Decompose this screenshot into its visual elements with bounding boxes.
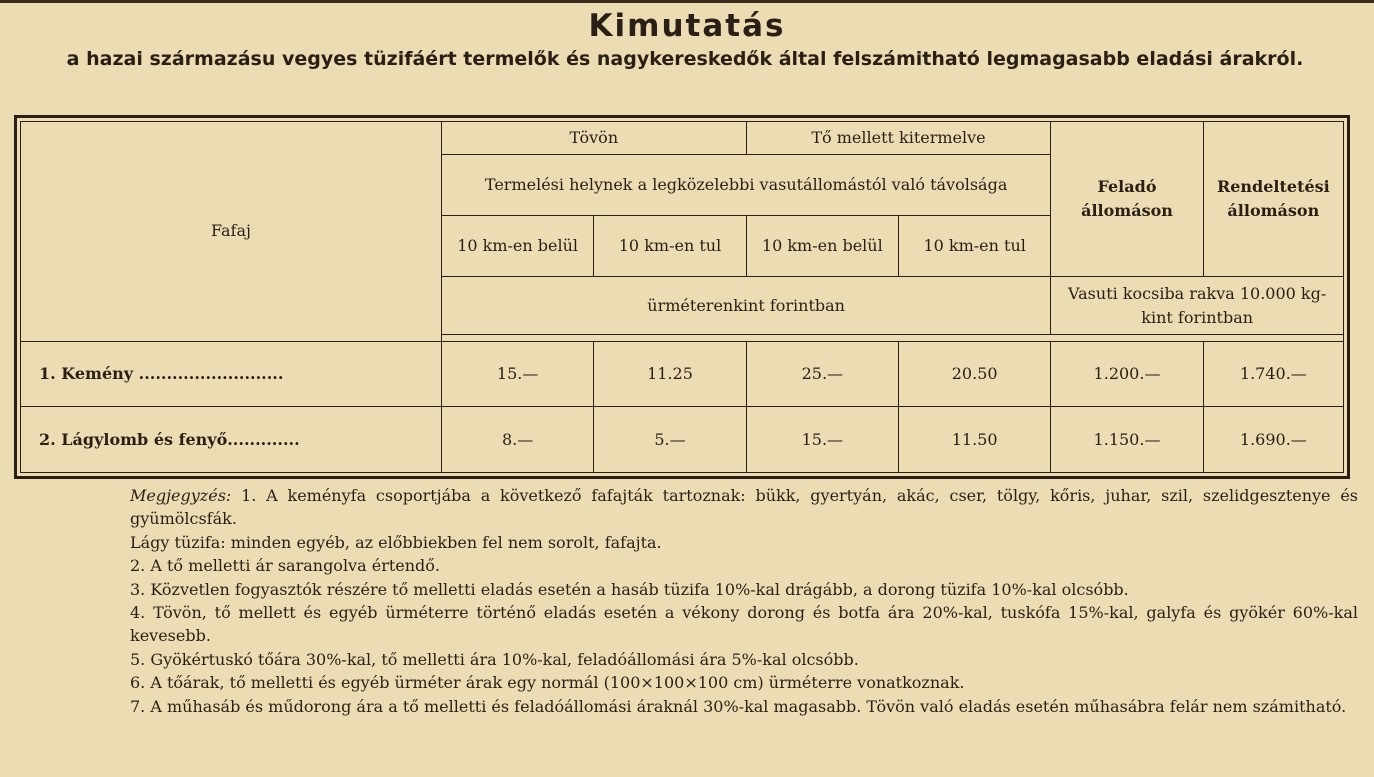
table-cell: 20.50 [898, 341, 1050, 407]
header-urmeter: ürméterenkint forintban [441, 277, 1050, 335]
header-rendeltetesi: Rendeltetési állomáson [1203, 122, 1343, 277]
header-to-mellett-belul: 10 km-en belül [746, 216, 898, 277]
notes-intro: Megjegyzés: [130, 486, 232, 505]
table-row [21, 341, 1344, 407]
note-4: 4. Tövön, tő mellett és egyéb ürméterre történő eladás esetén a vékony dorong és botfa ára 20%-kal, tuskófa 15%-kal, galyfa és gyökér 60%-kal kevesebb. [130, 603, 1358, 646]
table-cell: 1.200.— [1051, 341, 1203, 407]
page-subtitle: a hazai származásu vegyes tüzifáért termelők és nagykereskedők által felszámitható legmagasabb eladási árakról. [66, 48, 1304, 70]
notes-section [18, 484, 1358, 718]
note-3: 3. Közvetlen fogyasztók részére tő melletti eladás esetén a hasáb tüzifa 10%-kal drágább, a dorong tüzifa 10%-kal olcsóbb. [130, 579, 1129, 599]
note-2: 2. A tő melletti ár sarangolva értendő. [130, 556, 440, 576]
header-tovon-belul: 10 km-en belül [441, 216, 593, 277]
header-to-mellett-tul: 10 km-en tul [898, 216, 1050, 277]
note-6: 6. A tőárak, tő melletti és egyéb ürméter árak egy normál (100×100×100 cm) ürméterre vonatkoznak. [130, 673, 965, 693]
table-cell: 5.— [594, 407, 746, 473]
note-1-text: 1. A keményfa csoportjába a következő fafajták tartoznak: bükk, gyertyán, akác, cser, tölgy, kőris, juhar, szil, szelidgesztenye és gyümölcsfák. [130, 486, 1358, 529]
note-1b: Lágy tüzifa: minden egyéb, az előbbiekben fel nem sorolt, fafajta. [130, 532, 662, 552]
header-tovon: Tövön [441, 122, 746, 155]
table-cell: 1.150.— [1051, 407, 1203, 473]
table-row [21, 407, 1344, 473]
row-label: 2. Lágylomb és fenyő............. [21, 407, 442, 473]
page-title: Kimutatás [588, 8, 786, 44]
price-table [20, 121, 1344, 473]
header-tovon-tul: 10 km-en tul [594, 216, 746, 277]
table-cell: 1.690.— [1203, 407, 1343, 473]
price-table-frame [14, 115, 1350, 479]
top-rule [0, 0, 1374, 3]
header-to-mellett: Tő mellett kitermelve [746, 122, 1051, 155]
table-cell: 11.50 [898, 407, 1050, 473]
note-1 [18, 484, 1358, 531]
table-cell: 15.— [746, 407, 898, 473]
note-7: 7. A műhasáb és műdorong ára a tő melletti és feladóállomási áraknál 30%-kal magasabb. Tövön való eladás esetén műhasábra felár nem számitható. [130, 696, 1347, 716]
table-cell: 1.740.— [1203, 341, 1343, 407]
row-label: 1. Kemény .......................... [21, 341, 442, 407]
note-5: 5. Gyökértuskó tőára 30%-kal, tő melletti ára 10%-kal, feladóállomási ára 5%-kal olcsóbb. [130, 649, 859, 669]
header-felado: Feladó állomáson [1051, 122, 1203, 277]
table-cell: 8.— [441, 407, 593, 473]
table-cell: 25.— [746, 341, 898, 407]
header-fafaj: Fafaj [21, 122, 442, 342]
header-vasuti: Vasuti kocsiba rakva 10.000 kg-kint forintban [1051, 277, 1344, 335]
table-cell: 15.— [441, 341, 593, 407]
header-tavolsag: Termelési helynek a legközelebbi vasutállomástól való távolsága [441, 154, 1050, 215]
table-cell: 11.25 [594, 341, 746, 407]
